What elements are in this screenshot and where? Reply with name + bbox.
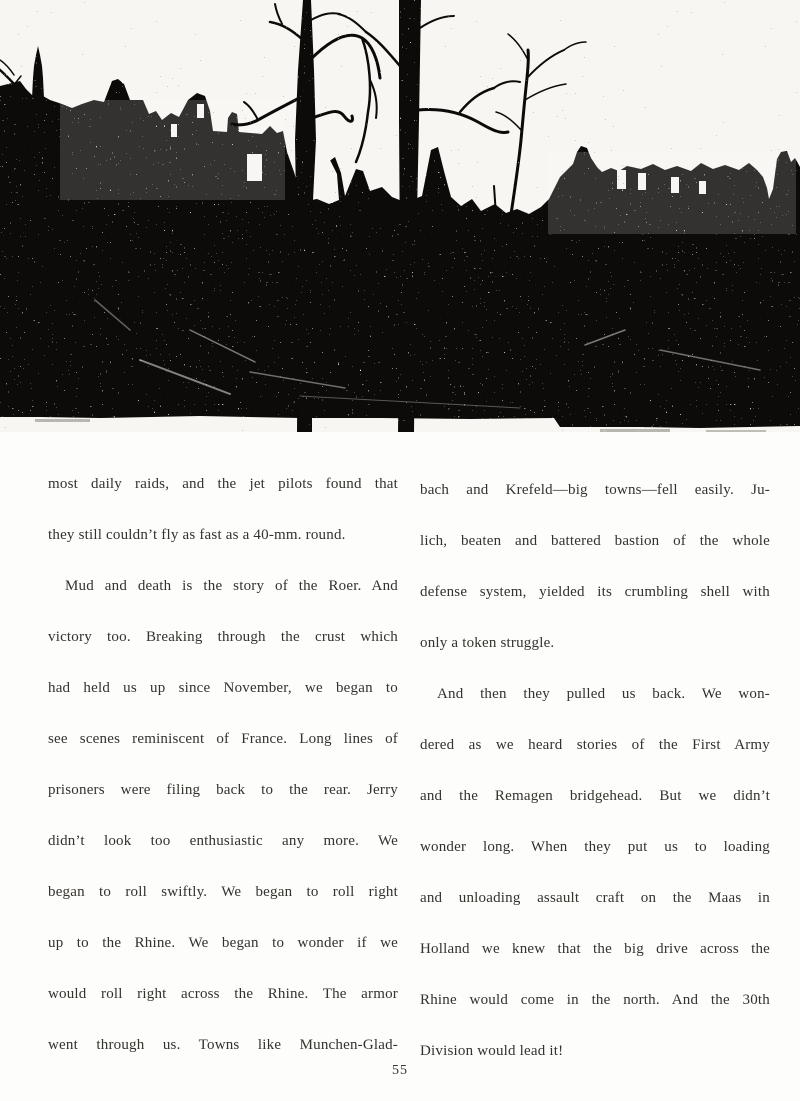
text-line: only a token struggle. — [420, 635, 555, 651]
text-line: and the Remagen bridgehead. But we didn’t — [420, 788, 770, 804]
text-line: most daily raids, and the jet pilots found that — [48, 476, 398, 492]
text-line: Holland we knew that the big drive across the — [420, 941, 770, 957]
right-column — [420, 459, 770, 1077]
text-line: victory too. Breaking through the crust which — [48, 629, 398, 645]
left-column — [48, 459, 398, 1077]
text-line: would roll right across the Rhine. The armor — [48, 986, 398, 1002]
text-line: dered as we heard stories of the First Army — [420, 737, 770, 753]
text-line: wonder long. When they put us to loading — [420, 839, 770, 855]
text-line: bach and Krefeld—big towns—fell easily. Ju- — [420, 482, 770, 498]
text-line: prisoners were filing back to the rear. Jerry — [48, 782, 398, 798]
text-line: defense system, yielded its crumbling shell with — [420, 584, 770, 600]
text-line: Rhine would come in the north. And the 30th — [420, 992, 770, 1008]
text-line: and unloading assault craft on the Maas in — [420, 890, 770, 906]
film-grain-dark — [0, 0, 800, 432]
text-line: had held us up since November, we began to — [48, 680, 398, 696]
text-line: they still couldn’t fly as fast as a 40-mm. round. — [48, 527, 346, 543]
text-line: And then they pulled us back. We won- — [437, 686, 770, 702]
text-line: began to roll swiftly. We began to roll right — [48, 884, 398, 900]
ruins-photograph — [0, 0, 800, 432]
text-line: lich, beaten and battered bastion of the whole — [420, 533, 770, 549]
page-text — [48, 459, 770, 1077]
text-line: see scenes reminiscent of France. Long lines of — [48, 731, 398, 747]
text-line: Mud and death is the story of the Roer. And — [65, 578, 398, 594]
text-line: went through us. Towns like Munchen-Glad- — [48, 1037, 398, 1053]
page-number: 55 — [392, 1063, 408, 1078]
text-line: Division would lead it! — [420, 1043, 564, 1059]
text-line: didn’t look too enthusiastic any more. We — [48, 833, 398, 849]
text-line: up to the Rhine. We began to wonder if we — [48, 935, 398, 951]
ruins-photo-svg — [0, 0, 800, 432]
